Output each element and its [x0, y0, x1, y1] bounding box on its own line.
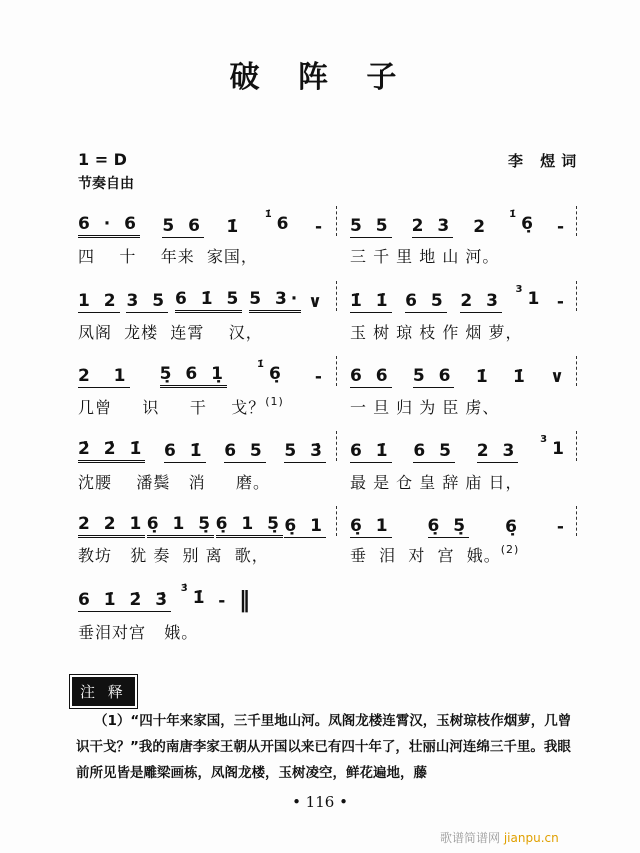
note-group — [350, 290, 392, 313]
score-line — [78, 433, 578, 463]
note-group — [284, 440, 326, 463]
note-group — [78, 213, 140, 238]
footnote-marker: (1) — [265, 395, 284, 408]
note-text: 2 3 — [411, 216, 454, 236]
lyricist: 李 煜词 — [508, 152, 583, 170]
barline — [336, 281, 337, 311]
annotation-paragraph — [76, 708, 574, 786]
note-group — [249, 288, 301, 313]
note-group — [164, 440, 206, 463]
lyric-left: 凤阁 龙楼 连霄 汉， — [78, 323, 263, 342]
note-text: 2 3 — [460, 291, 502, 311]
note-text: 2 3 — [476, 441, 519, 461]
grace-note: 3̇ — [180, 583, 192, 594]
note-text: 6 1̇ 2̇ 3̇ — [78, 590, 172, 610]
key-signature: 1 = D — [78, 150, 127, 169]
song-title: 破 阵 子 — [229, 60, 411, 95]
note-group — [413, 365, 455, 388]
note-group — [557, 516, 568, 538]
measure-group-left — [78, 358, 326, 388]
grace-note: 1̇ — [257, 359, 268, 370]
lyric-right-text: 最 是 仓 皇 辞 庙 日， — [350, 473, 523, 492]
note-text: ∨ — [308, 292, 326, 312]
lyric-right — [350, 543, 519, 566]
note-text: 5 5 — [350, 216, 392, 236]
note-group — [216, 513, 283, 538]
grace-note: 3 — [515, 284, 527, 295]
note-group — [175, 288, 242, 313]
note-group — [257, 359, 285, 388]
notes-heading: 注 释 — [72, 677, 135, 706]
note-text: 6̣ — [268, 364, 285, 384]
note-text: 1̇ — [192, 588, 209, 608]
lyric-left: 四 十 年来 家国， — [78, 247, 258, 266]
score-line — [78, 208, 578, 238]
measure-group-left — [78, 433, 326, 463]
lyric-left: 教坊 犹 奏 别 离 歌， — [78, 546, 269, 565]
note-group — [473, 216, 489, 238]
lyric-right — [350, 470, 523, 493]
note-text: 6̣ 1 — [284, 516, 326, 536]
note-text: 6̣ 1 5̣ — [215, 514, 283, 534]
note-text: 6 · 6 — [78, 214, 140, 234]
note-text: - — [314, 217, 326, 237]
grace-note: 1̇ — [509, 209, 521, 220]
barline — [336, 506, 337, 536]
note-group — [147, 513, 214, 538]
note-group — [405, 290, 447, 313]
note-text: ∨ — [550, 367, 568, 387]
note-text: 1̇ 1̇ — [350, 291, 392, 311]
note-text: 5̣ 6 1̣ — [159, 364, 227, 384]
measure-group-right — [350, 433, 568, 463]
note-text: 5 3· — [249, 289, 302, 309]
page-number: • 116 • — [292, 793, 348, 811]
measure-group-right — [350, 208, 568, 238]
note-group — [350, 215, 392, 238]
note-group — [557, 291, 568, 313]
note-text: 2 1 — [78, 366, 130, 386]
barline — [576, 356, 577, 386]
note-text: - — [556, 292, 568, 312]
note-group — [350, 515, 392, 538]
score-line — [78, 508, 578, 538]
note-group — [160, 363, 227, 388]
note-group — [509, 209, 537, 238]
note-group — [218, 590, 229, 612]
note-text: 6 5 — [413, 441, 455, 461]
note-group — [126, 290, 168, 313]
note-group — [308, 291, 326, 313]
final-barline — [239, 590, 248, 612]
note-group — [460, 290, 502, 313]
barline — [336, 206, 337, 236]
lyric-line — [78, 620, 198, 643]
note-text: 6 — [276, 214, 293, 234]
measure-group-left — [78, 582, 248, 612]
lyric-line — [78, 395, 500, 418]
note-text: 5 6 — [162, 216, 204, 236]
note-group — [505, 516, 521, 538]
note-text: 1̇ — [226, 217, 243, 237]
note-text: 1̇ — [512, 367, 529, 387]
barline — [336, 356, 337, 386]
note-group — [476, 366, 492, 388]
note-text: 6 1̇ — [350, 441, 392, 461]
note-text: - — [556, 217, 568, 237]
barline — [576, 431, 577, 461]
note-group — [78, 513, 145, 538]
note-text: 6̣ — [505, 517, 521, 537]
measure-group-right — [350, 508, 568, 538]
note-text: ‖ — [238, 588, 248, 613]
measure-group-left — [78, 508, 326, 538]
note-group — [226, 216, 242, 238]
note-text: 2̇ 2̇ 1̇ — [78, 439, 146, 459]
note-group — [224, 440, 266, 463]
annotation-text: （1）“四十年来家国，三千里地山河。凤阁龙楼连霄汉，玉树琼枝作烟萝，几曾识干戈？”我的南唐李家王朝从开国以来已有四十年了，壮丽山河连绵三千里。我眼前所见皆是雕梁画栋，凤阁龙楼，玉树凌空，鲜花遍地，藤 — [76, 713, 572, 781]
lyric-right-text: 玉 树 琼 枝 作 烟 萝， — [350, 323, 523, 342]
footnote-marker: (2) — [500, 543, 520, 556]
note-group — [315, 216, 326, 238]
note-group — [515, 284, 544, 313]
note-group — [513, 366, 529, 388]
grace-note: 3 — [540, 434, 552, 445]
note-group — [350, 365, 392, 388]
note-group — [180, 583, 209, 612]
lyric-right-text: 一 旦 归 为 臣 虏、 — [350, 398, 500, 417]
barline — [576, 281, 577, 311]
note-text: 1 2 — [78, 291, 120, 311]
note-text: 1̇ — [475, 367, 492, 387]
note-text: - — [314, 367, 326, 387]
note-group — [540, 434, 568, 463]
note-group — [78, 365, 130, 388]
lyric-right-text: 垂 泪 对 宫 娥。 — [350, 546, 501, 565]
note-text: 2 — [473, 217, 490, 237]
grace-note: 1̇ — [264, 209, 276, 220]
note-text: 6 5 — [405, 291, 447, 311]
barline — [576, 506, 577, 536]
note-text: 5 6 — [412, 366, 455, 386]
note-text: 6̣ — [521, 214, 537, 234]
lyric-right-text: 三 千 里 地 山 河。 — [350, 247, 500, 266]
tempo-marking: 节奏自由 — [78, 176, 134, 192]
barline — [576, 206, 577, 236]
note-group — [350, 440, 392, 463]
note-text: 2 2 1 — [78, 514, 146, 534]
note-group — [477, 440, 519, 463]
note-text: 6̣ 5̣ — [427, 516, 470, 536]
lyric-line — [78, 320, 523, 343]
barline — [336, 431, 337, 461]
lyric-line — [78, 244, 500, 267]
note-text: 6̣ 1 5̣ — [146, 514, 215, 534]
note-text: - — [218, 591, 230, 611]
lyric-right — [350, 244, 499, 267]
measure-group-right — [350, 283, 568, 313]
note-text: 1 — [527, 289, 544, 309]
note-text: 6̣ 1 — [350, 516, 392, 536]
note-group — [315, 366, 326, 388]
note-group — [413, 440, 455, 463]
watermark: 歌谱简谱网 jianpu.cn — [440, 831, 559, 845]
note-text: 6 1̇ 5 — [174, 289, 243, 309]
note-group — [284, 515, 326, 538]
lyric-right — [350, 320, 523, 343]
note-group — [78, 589, 171, 612]
note-group — [557, 216, 568, 238]
note-text: 6 5 — [224, 441, 266, 461]
measure-group-left — [78, 208, 326, 238]
measure-group-left — [78, 283, 326, 313]
note-group — [550, 366, 568, 388]
note-text: 6 1̇ — [163, 441, 206, 461]
score-line — [78, 582, 578, 612]
measure-group-right — [350, 358, 568, 388]
note-group — [264, 209, 293, 238]
note-group — [412, 215, 454, 238]
note-text: 6 6 — [350, 366, 392, 386]
note-group — [428, 515, 470, 538]
lyric-left: 几曾 识 干 戈？ — [78, 398, 266, 417]
note-text: 3 5 — [126, 291, 169, 311]
note-group — [162, 215, 204, 238]
lyric-left: 垂泪对宫 娥。 — [78, 623, 199, 642]
note-text: - — [556, 517, 568, 537]
lyric-line — [78, 543, 520, 566]
note-text: 1 — [552, 439, 568, 459]
score-line — [78, 283, 578, 313]
score-line — [78, 358, 578, 388]
lyric-line — [78, 470, 523, 493]
note-text: 5 3̇ — [284, 441, 326, 461]
note-group — [78, 438, 145, 463]
note-group — [78, 290, 120, 313]
lyric-right — [350, 395, 499, 418]
lyric-left: 沈腰 潘鬓 消 磨。 — [78, 473, 271, 492]
